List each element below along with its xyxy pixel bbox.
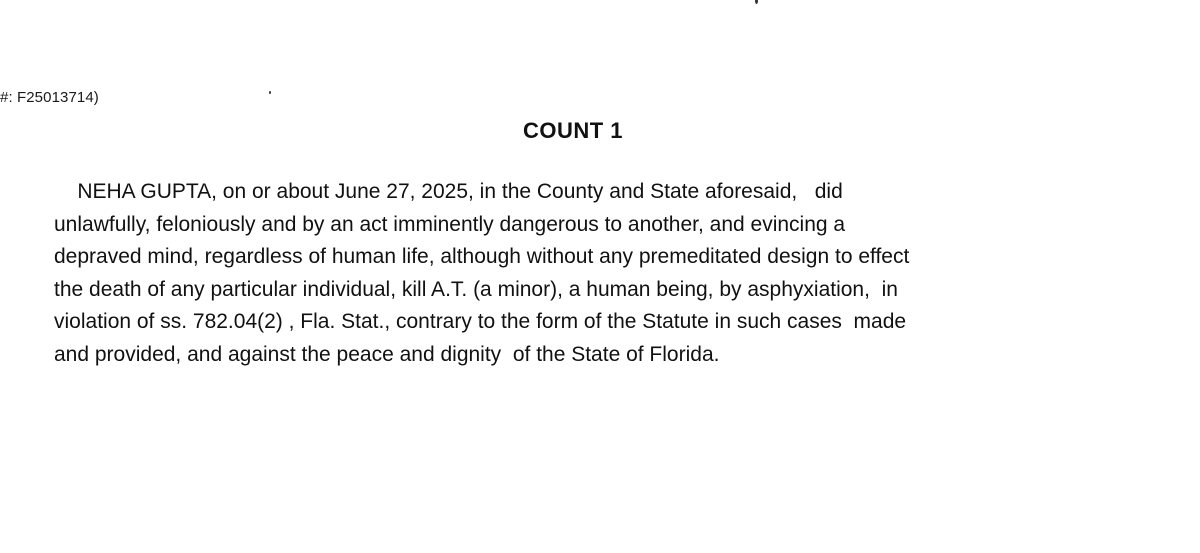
scan-speck <box>755 0 758 4</box>
scan-speck <box>269 91 271 94</box>
charge-line: violation of ss. 782.04(2) , Fla. Stat., contrary to the form of the Statute in such cases made <box>54 310 907 333</box>
count-title: COUNT 1 <box>522 118 624 143</box>
charge-paragraph <box>54 176 1164 371</box>
charge-line: the death of any particular individual, kill A.T. (a minor), a human being, by asphyxiation, in <box>54 277 898 301</box>
charge-line: depraved mind, regardless of human life, although without any premeditated design to effect <box>54 245 910 268</box>
case-number: #: F25013714) <box>0 89 99 106</box>
charge-line: NEHA GUPTA, on or about June 27, 2025, in the County and State aforesaid, did <box>54 180 843 203</box>
charge-line: unlawfully, feloniously and by an act imminently dangerous to another, and evincing a <box>54 212 846 236</box>
charge-line: and provided, and against the peace and dignity of the State of Florida. <box>54 342 720 366</box>
